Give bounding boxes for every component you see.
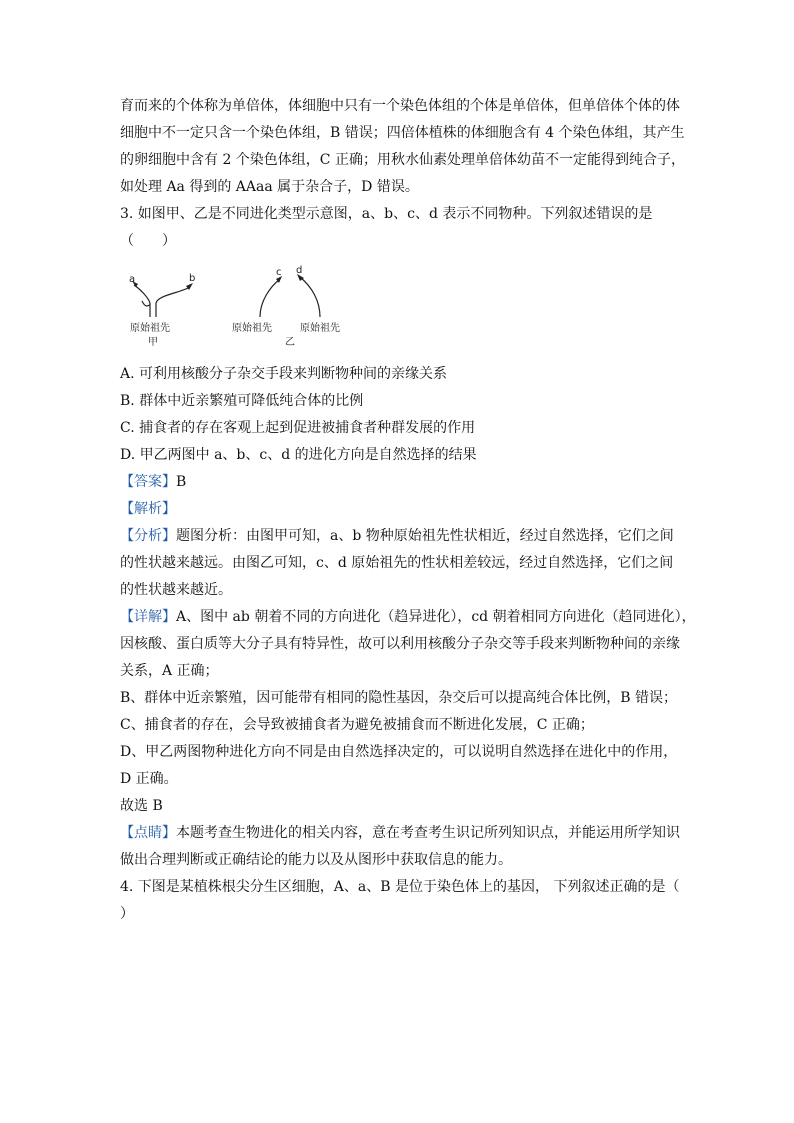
xiangjie-line-1 [120, 608, 696, 626]
analysis-tag: 【解析】 [120, 501, 176, 517]
jia-name: 甲 [148, 337, 158, 348]
xiangjie-tag: 【详解】 [120, 609, 176, 625]
prev-explanation-line-1: 育而来的个体称为单倍体，体细胞中只有一个染色体组的个体是单倍体，但单倍体个体的体 [120, 98, 680, 114]
yi-ancestor-left-label: 原始祖先 [232, 323, 272, 334]
q3-option-a: A. 可利用核酸分子杂交手段来判断物种间的亲缘关系 [120, 366, 448, 382]
xiangjie-line-6: D、甲乙两图物种进化方向不同是由自然选择决定的，可以说明自然选择在进化中的作用， [120, 744, 678, 760]
evolution-figure [120, 265, 360, 360]
q3-option-b: B. 群体中近亲繁殖可降低纯合体的比例 [120, 393, 364, 409]
label-a: a [129, 274, 136, 285]
answer-value: B [176, 474, 187, 490]
label-c: c [276, 267, 282, 278]
xiangjie-line-7: D 正确。 [120, 771, 178, 787]
dianjing-line-2: 做出合理判断或正确结论的能力以及从图形中获取信息的能力。 [120, 852, 512, 868]
answer-tag: 【答案】 [120, 474, 176, 490]
xiangjie-line-4: B、群体中近亲繁殖，因可能带有相同的隐性基因，杂交后可以提高纯合体比例，B 错误； [120, 690, 678, 706]
dianjing-line-1 [120, 824, 680, 842]
prev-explanation-line-3: 的卵细胞中含有 2 个染色体组，C 正确；用秋水仙素处理单倍体幼苗不一定能得到纯合子， [120, 152, 685, 168]
prev-explanation-line-2: 细胞中不一定只含一个染色体组，B 错误；四倍体植株的体细胞含有 4 个染色体组，其产生 [120, 125, 685, 141]
xiangjie-text-1: A、图中 ab 朝着不同的方向进化（趋异进化），cd 朝着相同方向进化（趋同进化）， [176, 609, 696, 625]
xiangjie-line-8: 故选 B [120, 798, 163, 814]
dianjing-text-1: 本题考查生物进化的相关内容，意在考查考生识记所列知识点，并能运用所学知识 [176, 825, 680, 841]
fenxi-line-3: 的性状越来越近。 [120, 582, 232, 598]
yi-ancestor-right-label: 原始祖先 [300, 323, 340, 334]
q4-stem-line-1: 4. 下图是某植株根尖分生区细胞，A、a、B 是位于染色体上的基因， 下列叙述正确的是（ [120, 879, 680, 895]
xiangjie-line-2: 因核酸、蛋白质等大分子具有特异性，故可以利用核酸分子杂交等手段来判断物种间的亲缘 [120, 636, 680, 652]
label-b: b [189, 273, 196, 284]
fenxi-line-2: 的性状越来越远。由图乙可知，c、d 原始祖先的性状相差较远，经过自然选择，它们之间 [120, 555, 674, 571]
q3-stem-line-1: 3. 如图甲、乙是不同进化类型示意图，a、b、c、d 表示不同物种。下列叙述错误的是 [120, 206, 653, 222]
label-d: d [296, 265, 303, 276]
q3-answer [120, 473, 680, 491]
fenxi-line-1 [120, 527, 680, 545]
q4-stem-line-2: ） [120, 906, 134, 922]
xiangjie-line-3: 关系，A 正确； [120, 663, 219, 679]
prev-explanation-line-4: 如处理 Aa 得到的 AAaa 属于杂合子，D 错误。 [120, 179, 419, 195]
evolution-diagram [120, 265, 360, 360]
q3-stem-line-2: （ ） [120, 233, 176, 249]
jia-ancestor-label: 原始祖先 [130, 323, 170, 334]
q3-option-c: C. 捕食者的存在客观上起到促进被捕食者种群发展的作用 [120, 420, 476, 436]
dianjing-tag: 【点睛】 [120, 825, 176, 841]
figure-jia [129, 273, 195, 348]
yi-name: 乙 [285, 337, 295, 348]
fenxi-text-1: 题图分析：由图甲可知，a、b 物种原始祖先性状相近，经过自然选择，它们之间 [176, 528, 674, 544]
figure-yi [232, 265, 340, 348]
q3-option-d: D. 甲乙两图中 a、b、c、d 的进化方向是自然选择的结果 [120, 447, 477, 463]
xiangjie-line-5: C、捕食者的存在，会导致被捕食者为避免被捕食而不断进化发展，C 正确； [120, 717, 594, 733]
fenxi-tag: 【分析】 [120, 528, 176, 544]
